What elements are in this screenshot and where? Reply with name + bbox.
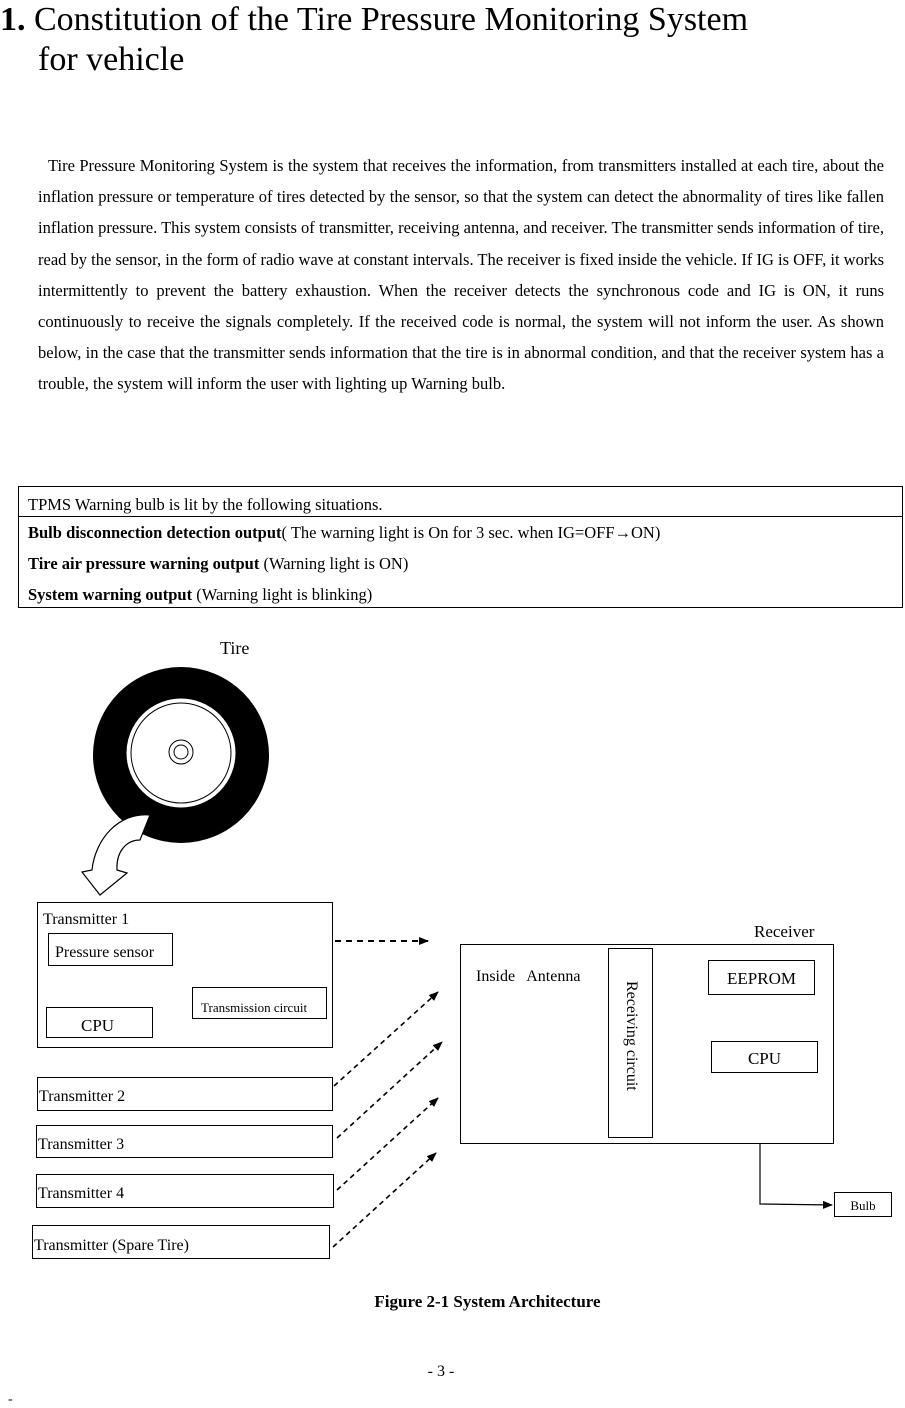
receiver-title: Receiver	[754, 922, 815, 941]
warning-table-header: TPMS Warning bulb is lit by the following situations.	[19, 487, 902, 517]
receiving-circuit-box	[608, 948, 653, 1138]
inside-antenna-label: Inside Antenna	[476, 968, 581, 985]
pressure-sensor-box: Pressure sensor	[48, 933, 173, 966]
page-number: - 3 -	[427, 1363, 455, 1380]
transmitter-1-title: Transmitter 1	[43, 911, 130, 928]
warning-table	[18, 486, 903, 608]
warning-row-desc: (Warning light is blinking)	[192, 585, 373, 604]
transmitter-cpu-box: CPU	[46, 1007, 153, 1038]
warning-row-bulb-disconnection	[19, 517, 902, 548]
section-heading	[0, 0, 890, 80]
bulb-box: Bulb	[834, 1192, 892, 1217]
transmitter-2-box: Transmitter 2	[37, 1077, 333, 1111]
warning-row-desc: ( The warning light is On for 3 sec. when IG=OFF→ON)	[281, 523, 661, 542]
tire-icon	[93, 667, 269, 843]
warning-row-system	[19, 580, 902, 610]
warning-row-tire-pressure	[19, 548, 902, 580]
transmission-circuit-box: Transmission circuit	[192, 987, 327, 1019]
warning-row-title: Tire air pressure warning output	[28, 554, 260, 573]
intro-paragraph: Tire Pressure Monitoring System is the system that receives the information, from transmitters installed at each tire, about the inflation pressure or temperature of tires detected by the sensor, so that the system can detect the abnormality of tires like fallen inflation pressure. This system consists of transmitter, receiving antenna, and receiver. The transmitter sends information of tire, read by the sensor, in the form of radio wave at constant intervals. The receiver is fixed inside the vehicle. If IG is OFF, it works intermittently to prevent the battery exhaustion. When the receiver detects the synchronous code and IG is ON, it runs continuously to receive the signals completely. If the received code is normal, the system will not inform the user. As shown below, in the case that the transmitter sends information that the tire is in abnormal condition, and that the receiver system has a trouble, the system will inform the user with lighting up Warning bulb.	[38, 156, 884, 394]
heading-title-line1: Constitution of the Tire Pressure Monitoring System	[34, 1, 749, 38]
eeprom-box: EEPROM	[708, 960, 815, 995]
receiving-circuit-label: Receiving circuit	[623, 981, 640, 1091]
figure-caption: Figure 2-1 System Architecture	[374, 1292, 601, 1311]
system-architecture-diagram	[0, 620, 905, 1280]
transmitter-3-box: Transmitter 3	[36, 1125, 333, 1158]
heading-number: 1.	[0, 1, 26, 38]
receiver-cpu-box: CPU	[711, 1041, 818, 1073]
warning-row-desc: (Warning light is ON)	[259, 554, 409, 573]
footer-mark: -	[8, 1392, 13, 1407]
tire-label: Tire	[220, 638, 250, 658]
heading-title-line2: for vehicle	[38, 41, 185, 78]
warning-row-title: System warning output	[28, 585, 193, 604]
transmitter-4-box: Transmitter 4	[36, 1174, 334, 1208]
tire-pointer-arrow	[82, 815, 150, 895]
warning-row-title: Bulb disconnection detection output	[28, 523, 282, 542]
transmitter-spare-box: Transmitter (Spare Tire)	[32, 1225, 330, 1259]
